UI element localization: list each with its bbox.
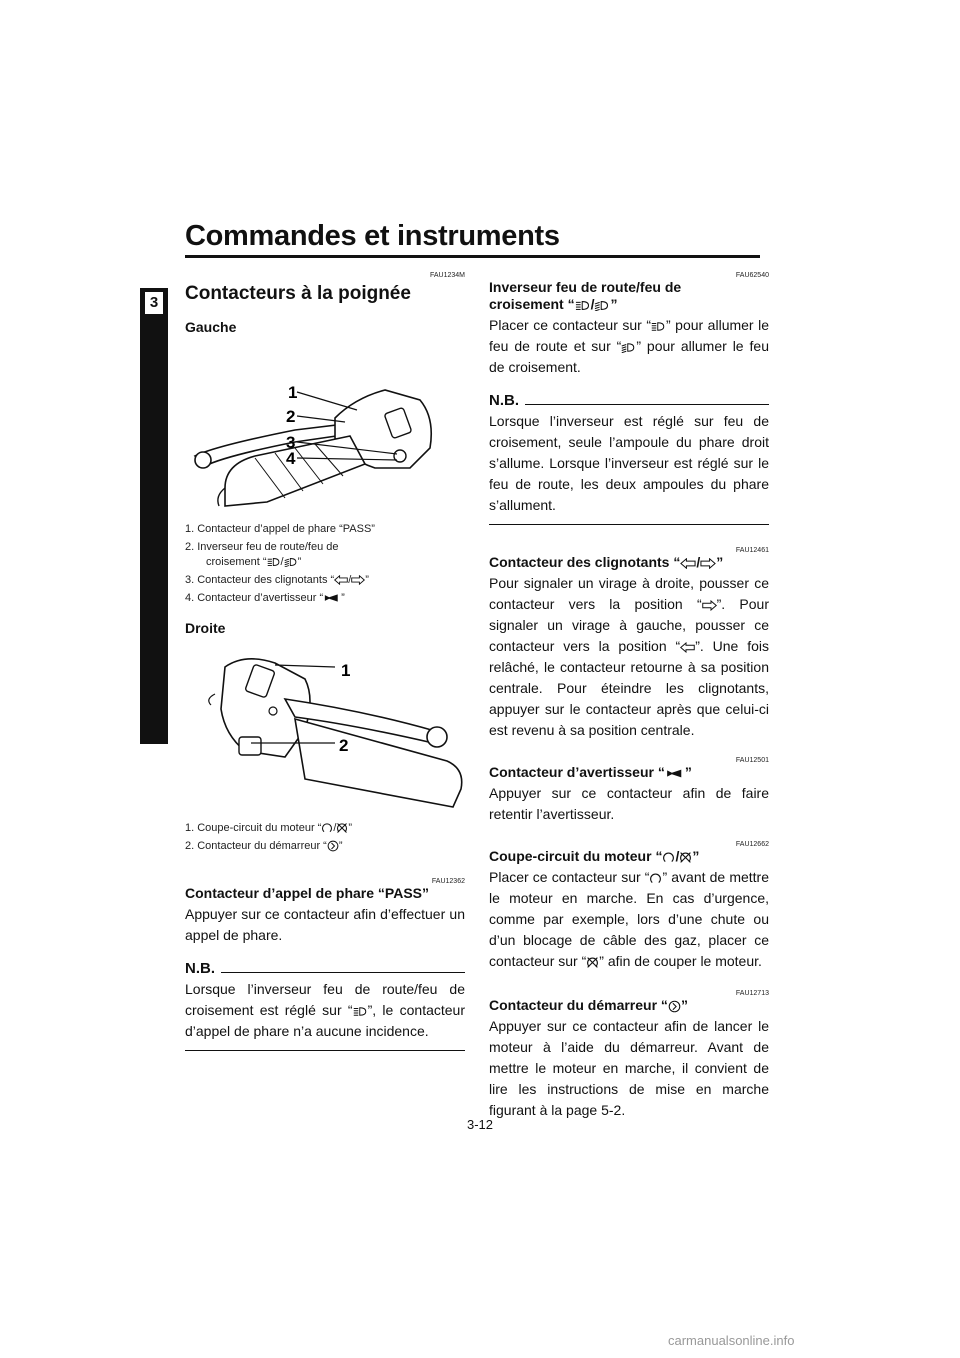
avertisseur-title: Contacteur d’avertisseur “ ”	[489, 764, 692, 780]
engine-stop-icon	[679, 851, 692, 864]
fig1-caption: 4. Contacteur d’avertisseur “ ”	[185, 592, 345, 604]
engine-run-icon	[649, 872, 662, 885]
high-beam-icon	[267, 557, 281, 567]
section-code: FAU62540	[735, 272, 769, 279]
arrow-right-icon	[702, 600, 717, 611]
nb-heading: N.B.	[489, 392, 769, 409]
nb-end-rule	[489, 524, 769, 525]
nb-end-rule	[185, 1050, 465, 1051]
left-handlebar-figure	[185, 338, 465, 508]
arrow-right-icon	[351, 575, 365, 585]
fig2-label: 1	[341, 661, 351, 680]
arrow-right-icon	[700, 558, 716, 569]
nb-text: Lorsque l’inverseur feu de route/feu de croisement est réglé sur “ ”, le contacteur d’appel de phare n’a aucune incidence.	[185, 981, 465, 1039]
low-beam-icon	[621, 342, 636, 353]
fig2-label: 2	[339, 736, 349, 755]
fig2-caption: 1. Coupe-circuit du moteur “ / ”	[185, 822, 353, 834]
starter-icon	[668, 1000, 681, 1013]
section-code: FAU12713	[735, 990, 769, 997]
high-beam-icon	[353, 1006, 368, 1017]
right-handlebar-figure	[185, 639, 465, 809]
high-beam-icon	[651, 321, 666, 332]
fig1-label: 2	[286, 407, 296, 426]
arrow-left-icon	[680, 642, 695, 653]
engine-stop-icon	[336, 822, 348, 834]
fig1-caption: 3. Contacteur des clignotants “ / ”	[185, 574, 369, 586]
watermark: carmanualsonline.info	[668, 1333, 795, 1348]
engine-run-icon	[662, 851, 675, 864]
section-code: FAU12501	[735, 757, 769, 764]
header-rule	[185, 255, 760, 258]
fig1-caption: croisement “ / ”	[206, 556, 302, 568]
inverseur-title: Inverseur feu de route/feu de croisement “ / ”	[489, 279, 682, 312]
pass-title: Contacteur d’appel de phare “PASS”	[185, 885, 430, 901]
horn-icon	[665, 768, 685, 779]
arrow-left-icon	[334, 575, 348, 585]
fig1-label: 4	[286, 449, 296, 468]
right-column	[489, 272, 769, 1121]
fig2-caption-list	[185, 821, 465, 854]
page-number: 3-12	[466, 1117, 494, 1132]
inverseur-text: Placer ce contacteur sur “ ” pour allumer le feu de route et sur “ ” pour allumer le feu de croisement.	[489, 317, 769, 375]
demarreur-text: Appuyer sur ce contacteur afin de lancer le moteur à l’aide du démarreur. Avant de mettre le moteur en marche, il convient de lire les instructions de mise en marche figurant à la page 5-2.	[489, 1018, 769, 1118]
high-beam-icon	[575, 300, 591, 311]
arrow-left-icon	[680, 558, 696, 569]
page-title: Commandes et instruments	[185, 220, 560, 252]
low-beam-icon	[284, 557, 298, 567]
gauche-label: Gauche	[185, 319, 237, 335]
coupe-circuit-title: Coupe-circuit du moteur “ / ”	[489, 848, 700, 864]
avertisseur-text: Appuyer sur ce contacteur afin de faire retentir l’avertisseur.	[489, 785, 769, 822]
section-code: FAU12461	[735, 547, 769, 554]
chapter-tab	[140, 288, 168, 744]
section-code: FAU12362	[431, 878, 465, 885]
section-title: Contacteurs à la poignée	[185, 283, 411, 304]
fig1-caption: 2. Inverseur feu de route/feu de	[185, 541, 339, 553]
demarreur-title: Contacteur du démarreur “ ”	[489, 997, 688, 1013]
engine-stop-icon	[586, 956, 599, 969]
nb-heading: N.B.	[185, 960, 465, 977]
fig1-caption: 1. Contacteur d’appel de phare “PASS”	[185, 523, 375, 535]
starter-icon	[327, 840, 339, 852]
low-beam-icon	[594, 300, 610, 311]
fig2-caption: 2. Contacteur du démarreur “ ”	[185, 840, 343, 852]
fig1-label: 1	[288, 383, 298, 402]
section-code: FAU12662	[735, 841, 769, 848]
pass-text: Appuyer sur ce contacteur afin d’effectuer un appel de phare.	[185, 906, 465, 943]
clignotants-title: Contacteur des clignotants “ / ”	[489, 554, 724, 570]
horn-icon	[323, 593, 341, 603]
nb-text: Lorsque l’inverseur est réglé sur feu de croisement, seule l’ampoule du phare droit s’allume. Lorsque l’inverseur est réglé sur le feu de route, les deux ampoules du phare s’allument.	[489, 413, 769, 513]
clignotants-text: Pour signaler un virage à droite, pousser ce contacteur vers la position “ ”. Pour signaler un virage à gauche, pousser ce contacteur vers la position “ ”. Une fois relâché, le contacteur retourne à sa position centrale. Pour éteindre les clignotants, appuyer sur le contacteur après que celui-ci est revenu à sa position centrale.	[489, 575, 769, 738]
fig1-label: 3	[286, 433, 296, 452]
droite-label: Droite	[185, 620, 226, 636]
left-column	[185, 272, 465, 1051]
engine-run-icon	[321, 822, 333, 834]
coupe-circuit-text: Placer ce contacteur sur “ ” avant de mettre le moteur en marche. En cas d’urgence, comme par exemple, lors d’une chute ou d’un blocage de câble des gaz, placer ce contacteur sur “ ” afin de couper le moteur.	[489, 869, 770, 969]
chapter-number: 3	[145, 292, 163, 314]
section-code: FAU1234M	[429, 272, 465, 279]
fig1-caption-list	[185, 522, 465, 606]
